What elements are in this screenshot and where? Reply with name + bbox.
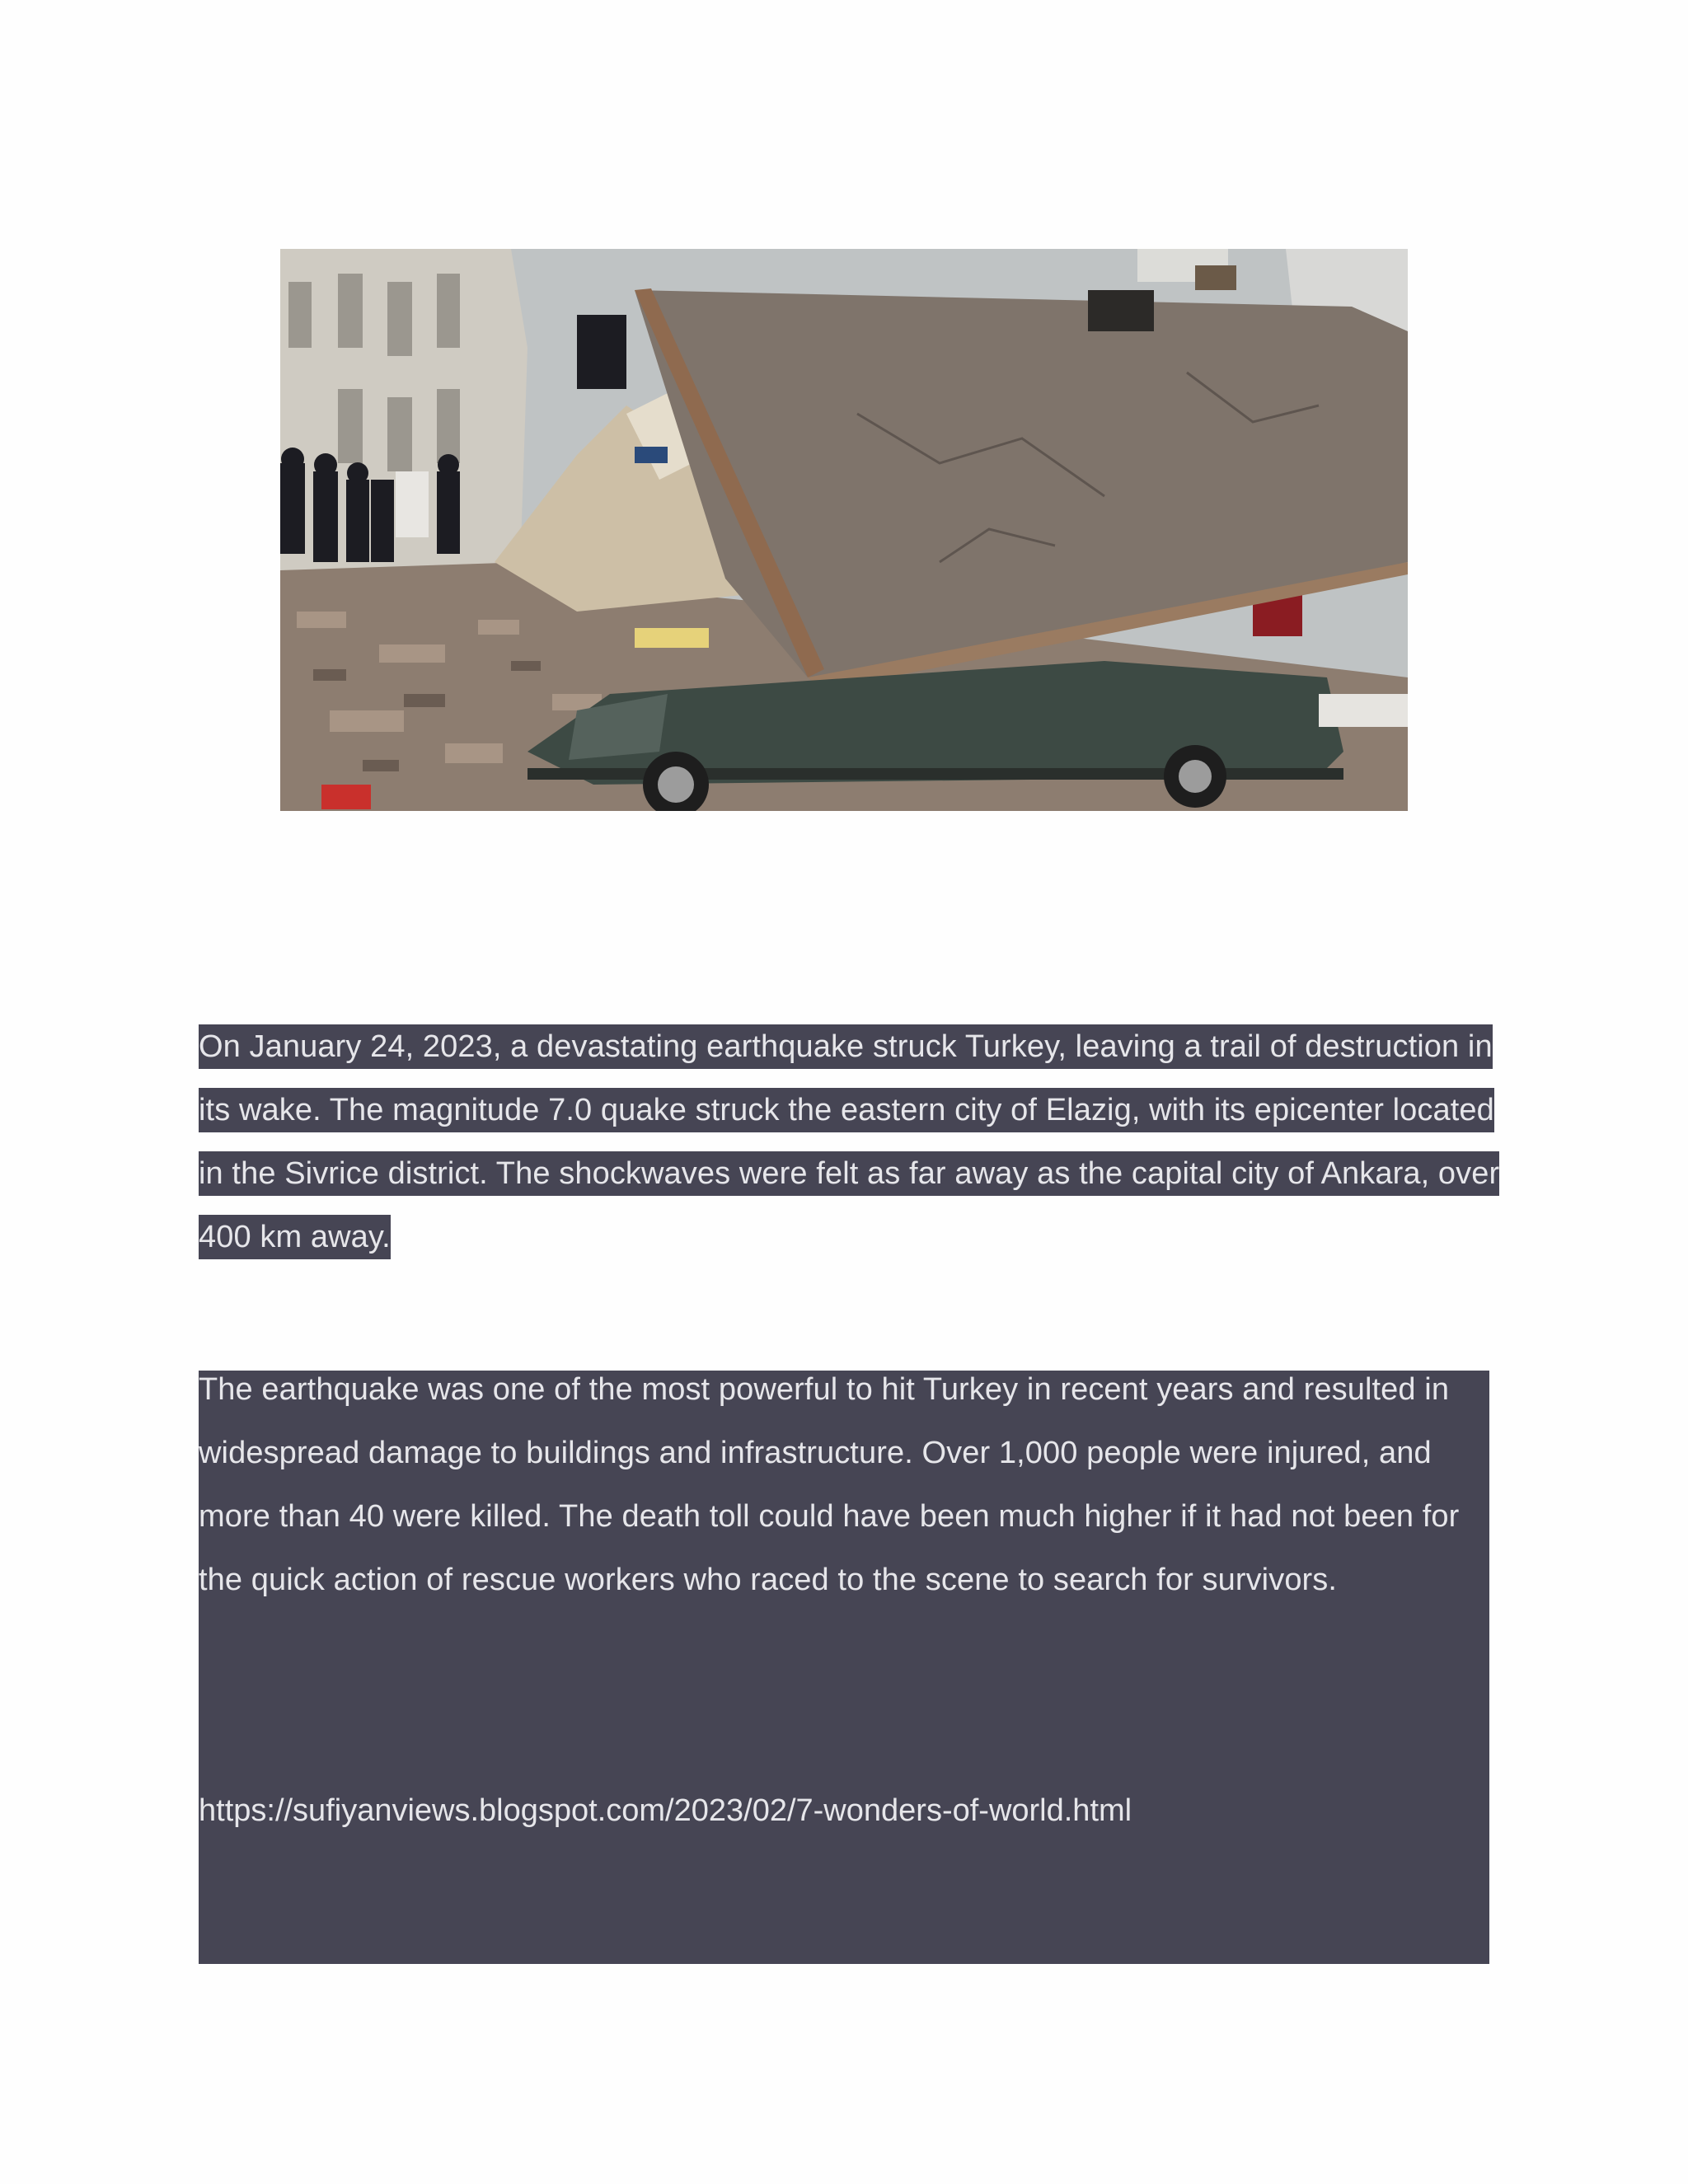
body-paragraph: The earthquake was one of the most powerful to hit Turkey in recent years and resulted in widespread damage to buildings and infrastructure. Over 1,000 people were injured, and more than 40 were killed. The death toll could have been much higher if it had not been for the quick action of rescue workers who raced to the scene to search for survivors. bbox=[199, 1372, 1460, 1597]
photo-illustration bbox=[280, 249, 1408, 811]
intro-paragraph-text: On January 24, 2023, a devastating earthquake struck Turkey, leaving a trail of destruction in its wake. The magnitude 7.0 quake struck the eastern city of Elazig, with its epicenter located in the Sivrice district. The shockwaves were felt as far away as the capital city of Ankara, over 400 km away. bbox=[199, 1024, 1499, 1259]
source-link[interactable]: https://sufiyanviews.blogspot.com/2023/02/7-wonders-of-world.html bbox=[199, 1793, 1132, 1828]
intro-paragraph bbox=[199, 1015, 1501, 1269]
collapsed-building-photo bbox=[280, 249, 1408, 811]
